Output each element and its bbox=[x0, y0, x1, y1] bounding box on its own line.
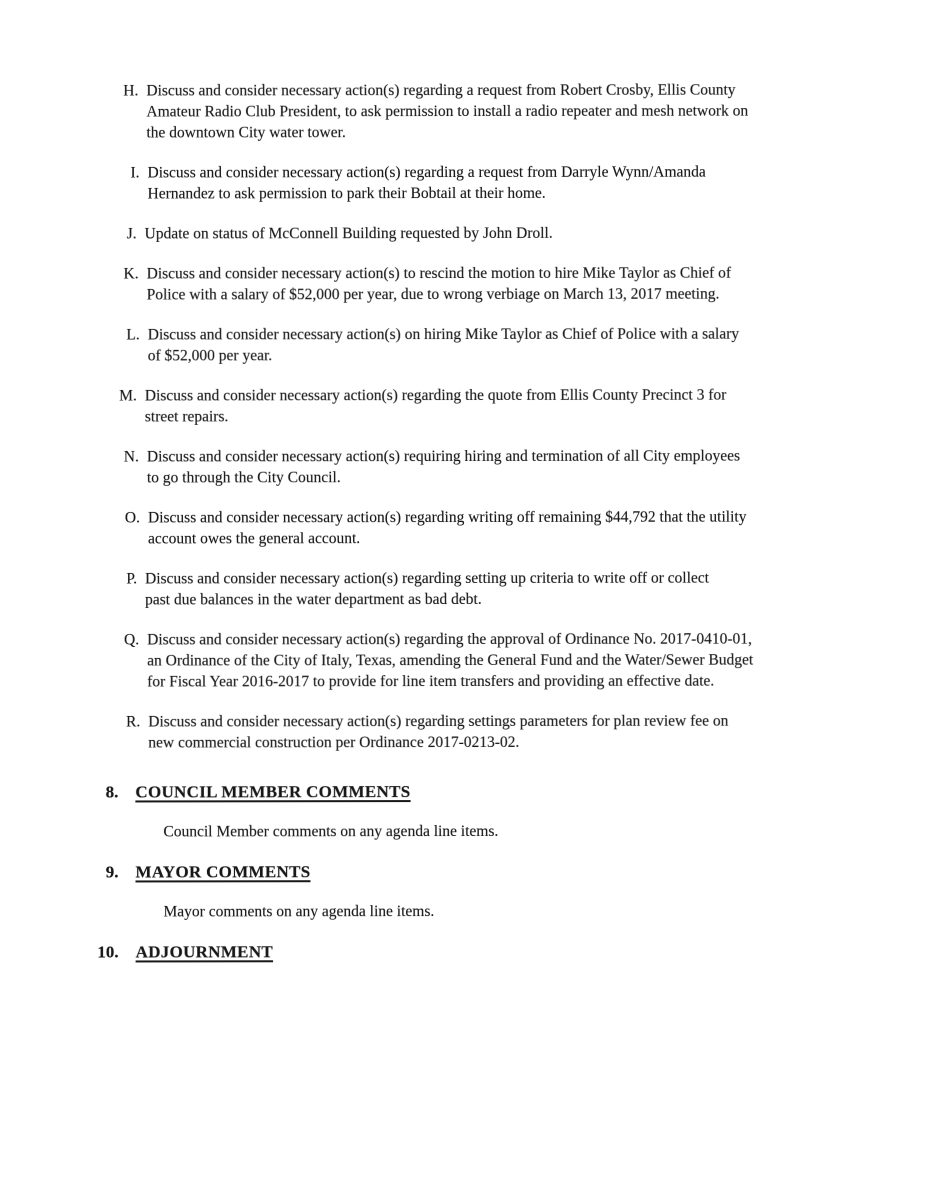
agenda-item bbox=[113, 628, 837, 692]
agenda-item-letter: H. bbox=[123, 82, 139, 100]
section-body: Mayor comments on any agenda line items. bbox=[163, 903, 435, 921]
agenda-section bbox=[80, 780, 927, 842]
agenda-item-text-line: Amateur Radio Club President, to ask permission to install a radio repeater and mesh network on bbox=[146, 102, 749, 121]
agenda-item-text-line: Discuss and consider necessary action(s) regarding setting up criteria to write off or collect bbox=[145, 569, 710, 588]
agenda-item bbox=[114, 710, 838, 753]
agenda-item-letter: P. bbox=[126, 570, 138, 588]
agenda-item-letter: M. bbox=[119, 387, 137, 405]
section-number: 10. bbox=[97, 942, 119, 962]
agenda-item-text-line: past due balances in the water department as bad debt. bbox=[145, 590, 482, 609]
agenda-item-text-line: for Fiscal Year 2016-2017 to provide for line item transfers and providing an effective date. bbox=[147, 672, 715, 691]
agenda-item-text-line: Discuss and consider necessary action(s) requiring hiring and termination of all City employees bbox=[146, 447, 741, 466]
agenda-item-list bbox=[112, 79, 837, 753]
agenda-item-text-line: account owes the general account. bbox=[147, 530, 361, 548]
agenda-item bbox=[113, 445, 837, 488]
agenda-item bbox=[111, 222, 835, 244]
agenda-item-text-line: Discuss and consider necessary action(s) regarding the quote from Ellis County Precinct 3 for bbox=[144, 386, 727, 405]
agenda-item bbox=[112, 79, 836, 143]
agenda-item-text-line: to go through the City Council. bbox=[146, 469, 341, 487]
agenda-item bbox=[114, 506, 838, 549]
agenda-item-text-line: Discuss and consider necessary action(s) on hiring Mike Taylor as Chief of Police with a salary bbox=[147, 325, 740, 344]
agenda-item-text bbox=[148, 711, 728, 754]
agenda-item-letter: K. bbox=[123, 265, 139, 283]
agenda-item-text-line: of $52,000 per year. bbox=[147, 347, 273, 365]
agenda-item-text-line: the downtown City water tower. bbox=[146, 124, 346, 142]
agenda-item bbox=[111, 567, 835, 610]
agenda-item-text-line: Discuss and consider necessary action(s) regarding a request from Robert Crosby, Ellis County bbox=[146, 81, 736, 100]
section-body: Council Member comments on any agenda line items. bbox=[163, 822, 499, 841]
agenda-section bbox=[81, 940, 927, 962]
agenda-item-letter: I. bbox=[130, 164, 140, 182]
section-heading: COUNCIL MEMBER COMMENTS bbox=[135, 782, 411, 802]
agenda-item bbox=[114, 323, 838, 366]
agenda-item-text-line: Police with a salary of $52,000 per year, due to wrong verbiage on March 13, 2017 meeting. bbox=[146, 285, 720, 304]
agenda-item-text bbox=[147, 263, 732, 306]
section-heading: MAYOR COMMENTS bbox=[135, 862, 311, 882]
section-heading-row bbox=[80, 780, 927, 802]
agenda-item-text-line: Discuss and consider necessary action(s) regarding settings parameters for plan review fee on bbox=[148, 712, 729, 731]
agenda-item-text-line: Hernandez to ask permission to park their Bobtail at their home. bbox=[147, 184, 546, 203]
section-heading-row bbox=[80, 860, 927, 882]
agenda-item-letter: O. bbox=[124, 509, 140, 527]
agenda-item-text bbox=[145, 223, 553, 245]
agenda-item bbox=[111, 384, 835, 427]
agenda-item-text bbox=[146, 80, 748, 144]
agenda-item-text-line: street repairs. bbox=[144, 408, 229, 426]
section-number: 8. bbox=[105, 782, 119, 802]
agenda-item-text-line: new commercial construction per Ordinance 2017-0213-02. bbox=[148, 733, 520, 752]
agenda-item-letter: L. bbox=[126, 326, 140, 344]
agenda-item-text-line: Discuss and consider necessary action(s) regarding a request from Darryle Wynn/Amanda bbox=[147, 163, 706, 182]
agenda-item-text bbox=[148, 507, 747, 550]
section-number: 9. bbox=[105, 862, 119, 882]
agenda-item-text bbox=[145, 385, 727, 428]
agenda-item-text-line: Discuss and consider necessary action(s) regarding writing off remaining $44,792 that the utility bbox=[147, 508, 747, 527]
section-heading-row bbox=[81, 940, 927, 962]
agenda-item-letter: R. bbox=[126, 713, 141, 731]
section-heading: ADJOURNMENT bbox=[135, 942, 274, 962]
agenda-item-text bbox=[145, 568, 709, 611]
page-content bbox=[0, 79, 927, 981]
agenda-item bbox=[113, 262, 837, 305]
agenda-item-letter: Q. bbox=[124, 631, 140, 649]
agenda-item-text-line: Discuss and consider necessary action(s) regarding the approval of Ordinance No. 2017-0410-01, bbox=[147, 630, 752, 649]
agenda-item-letter: J. bbox=[126, 225, 137, 243]
agenda-item-text bbox=[147, 629, 753, 693]
agenda-item-text-line: Discuss and consider necessary action(s) to rescind the motion to hire Mike Taylor as Chief of bbox=[146, 264, 732, 283]
agenda-item bbox=[113, 161, 837, 204]
agenda-section bbox=[80, 860, 927, 922]
agenda-item-text-line: Update on status of McConnell Building requested by John Droll. bbox=[144, 224, 553, 243]
agenda-item-text bbox=[148, 324, 739, 367]
agenda-item-text bbox=[147, 446, 740, 489]
agenda-item-text-line: an Ordinance of the City of Italy, Texas, amending the General Fund and the Water/Sewer Budget bbox=[147, 651, 754, 670]
agenda-item-text bbox=[147, 162, 705, 205]
section-list bbox=[80, 780, 927, 962]
agenda-item-letter: N. bbox=[123, 448, 139, 466]
